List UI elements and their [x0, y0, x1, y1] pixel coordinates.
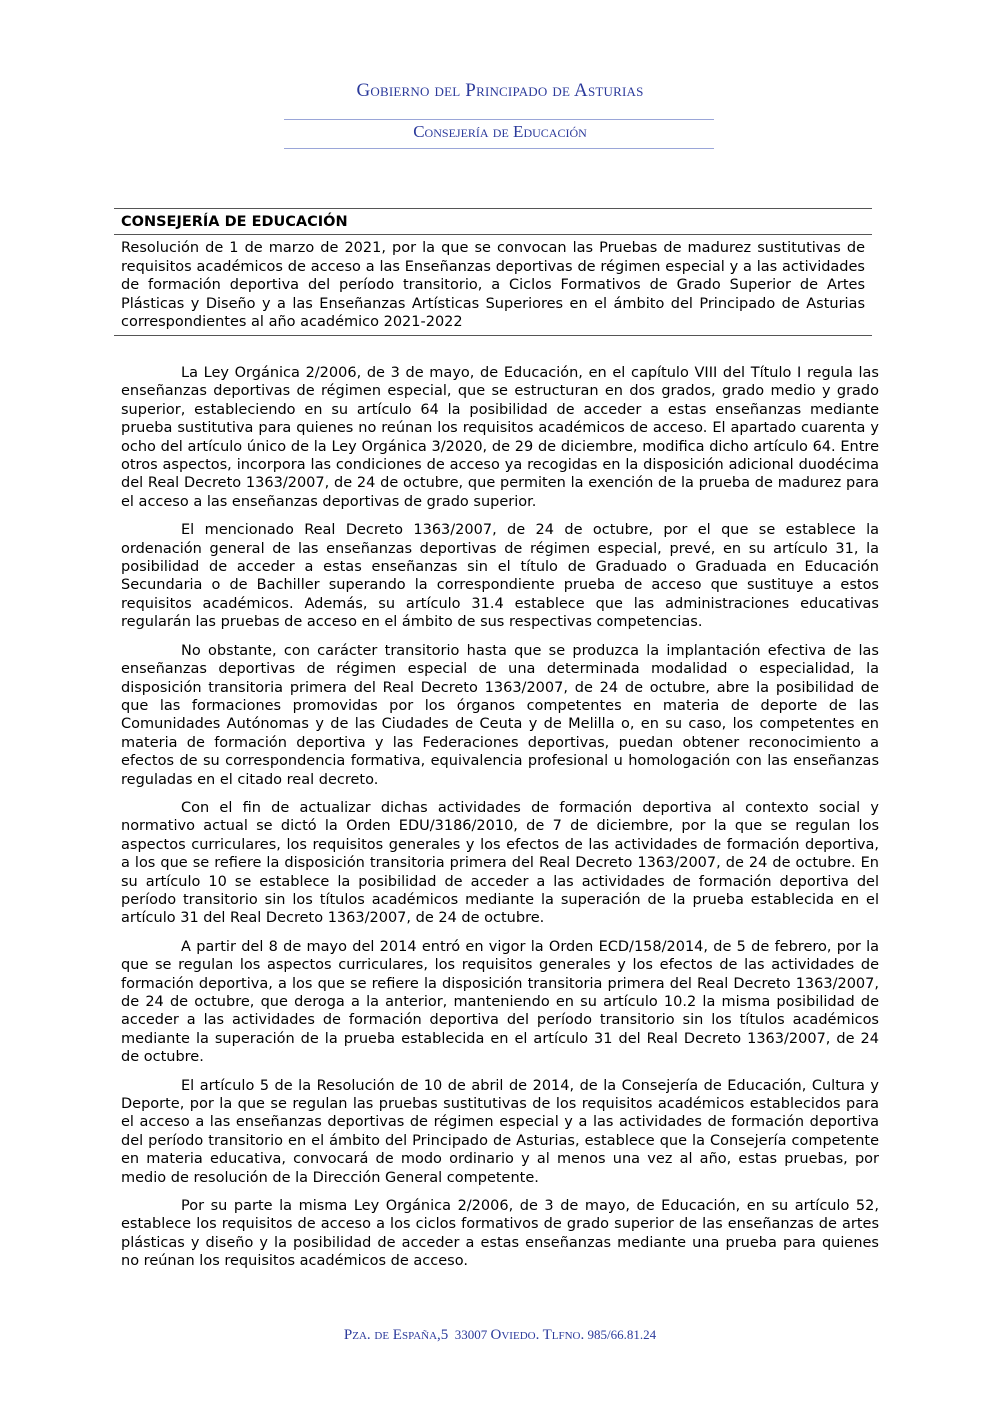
document-body	[121, 364, 879, 1281]
footer-phone: 985/66.81.24	[587, 1327, 657, 1342]
resolution-title: Resolución de 1 de marzo de 2021, por la que se convocan las Pruebas de madurez sustitutivas de requisitos académicos de acceso a las Enseñanzas deportivas de régimen especial y a las actividades de formación deportiva del período transitorio, a Ciclos Formativos de Grado Superior de Artes Plásticas y Diseño y a las Enseñanzas Artísticas Superiores en el ámbito del Principado de Asturias correspondientes al año académico 2021-2022	[121, 240, 865, 330]
footer-phone-label: Tlfno.	[542, 1327, 585, 1343]
paragraph: La Ley Orgánica 2/2006, de 3 de mayo, de Educación, en el capítulo VIII del Título I regula las enseñanzas deportivas de régimen especial, que se estructuran en dos grados, grado medio y grado superior, estableciendo en su artículo 64 la posibilidad de acceder a estas enseñanzas mediante prueba sustitutiva para quienes no reúnan los requisitos académicos de acceso. El apartado cuarenta y ocho del artículo único de la Ley Orgánica 3/2020, de 29 de diciembre, modifica dicho artículo 64. Entre otros aspectos, incorpora las condiciones de acceso ya recogidas en la disposición adicional duodécima del Real Decreto 1363/2007, de 24 de octubre, que permiten la exención de la prueba de madurez para el acceso a las enseñanzas deportivas de grado superior.	[121, 365, 879, 510]
paragraph: A partir del 8 de mayo del 2014 entró en vigor la Orden ECD/158/2014, de 5 de febrero, por la que se regulan los aspectos curriculares, los requisitos generales y los efectos de las actividades de formación deportiva, a los que se refiere la disposición transitoria primera del Real Decreto 1363/2007, de 24 de octubre, que deroga a la anterior, manteniendo en su artículo 10.2 la misma posibilidad de acceder a las actividades de formación deportiva del período transitorio sin los títulos académicos mediante la superación de la prueba establecida en el artículo 31 del Real Decreto 1363/2007, de 24 de octubre.	[121, 938, 879, 1066]
header-divider	[284, 119, 714, 120]
footer-address	[0, 1327, 1000, 1344]
header-subtitle: Consejería de Educación	[413, 122, 587, 141]
paragraph: El artículo 5 de la Resolución de 10 de abril de 2014, de la Consejería de Educación, Cultura y Deporte, por la que se regulan las pruebas sustitutivas de los requisitos académicos establecidos para el acceso a las enseñanzas deportivas de régimen especial y a las actividades de formación deportiva del período transitorio en el ámbito del Principado de Asturias, establece que la Consejería competente en materia educativa, convocará de modo ordinario y al menos una vez al año, estas pruebas, por medio de resolución de la Dirección General competente.	[121, 1077, 879, 1186]
paragraph: El mencionado Real Decreto 1363/2007, de 24 de octubre, por el que se establece la ordenación general de las enseñanzas deportivas de régimen especial, prevé, en su artículo 31, la posibilidad de acceder a estas enseñanzas sin el título de Graduado o Graduada en Educación Secundaria o de Bachiller superando la correspondiente prueba de acceso que sustituye a estos requisitos académicos. Además, su artículo 31.4 establece que las administraciones educativas regularán las pruebas de acceso en el ámbito de sus respectivas competencias.	[121, 522, 879, 631]
resolution-heading-box	[114, 208, 872, 336]
paragraph: Por su parte la misma Ley Orgánica 2/2006, de 3 de mayo, de Educación, en su artículo 52, establece los requisitos de acceso a los ciclos formativos de grado superior de las enseñanzas de artes plásticas y diseño y la posibilidad de acceder a estas enseñanzas mediante una prueba para quienes no reúnan los requisitos académicos de acceso.	[121, 1198, 879, 1270]
footer-street: Pza. de España,5	[343, 1327, 449, 1343]
footer-postal: 33007	[454, 1327, 488, 1342]
header-divider	[284, 148, 714, 149]
paragraph: Con el fin de actualizar dichas actividades de formación deportiva al contexto social y normativo actual se dictó la Orden EDU/3186/2010, de 7 de diciembre, por la que se regulan los aspectos curriculares, los requisitos generales y los efectos de las actividades de formación deportiva, a los que se refiere la disposición transitoria primera del Real Decreto 1363/2007, de 24 de octubre. En su artículo 10 se establece la posibilidad de acceder a las actividades de formación deportiva del período transitorio sin los títulos académicos mediante la superación de la prueba establecida en el artículo 31 del Real Decreto 1363/2007, de 24 de octubre.	[121, 799, 879, 927]
footer-city: Oviedo.	[490, 1327, 540, 1343]
header-title: Gobierno del Principado de Asturias	[356, 80, 644, 101]
department-heading: CONSEJERÍA DE EDUCACIÓN	[114, 209, 872, 235]
paragraph: No obstante, con carácter transitorio hasta que se produzca la implantación efectiva de las enseñanzas deportivas de régimen especial de una determinada modalidad o especialidad, la disposición transitoria primera del Real Decreto 1363/2007, de 24 de octubre, abre la posibilidad de que las formaciones promovidas por los órganos competentes en materia de deporte de las Comunidades Autónomas y de las Ciudades de Ceuta y de Melilla o, en su caso, los competentes en materia de formación deportiva y las Federaciones deportivas, puedan obtener reconocimiento a efectos de su correspondencia formativa, equivalencia profesional u homologación con las enseñanzas reguladas en el citado real decreto.	[121, 642, 879, 788]
